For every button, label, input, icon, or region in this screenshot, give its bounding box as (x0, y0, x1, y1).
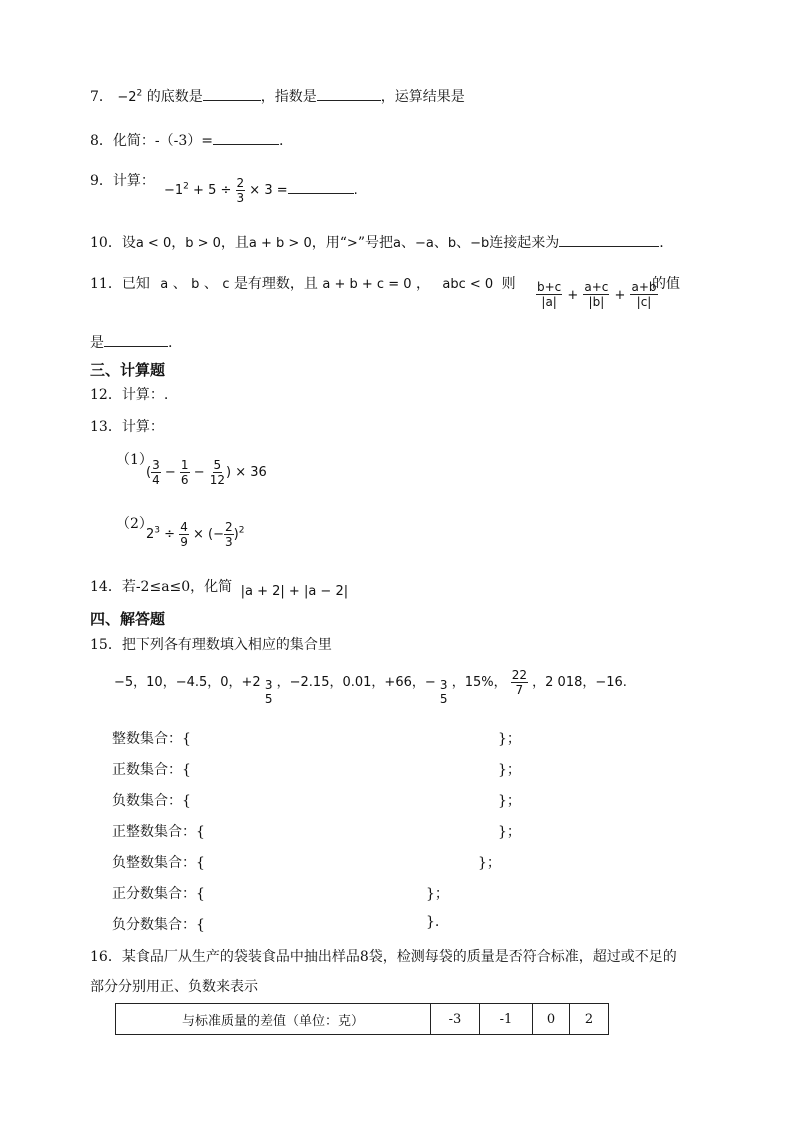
part-label: （1） (116, 452, 153, 468)
question-9: 9．计算： (90, 173, 155, 189)
question-8: 8．化简：-（-3）= . (90, 130, 283, 150)
answer-blank[interactable] (203, 86, 261, 101)
question-16: 16．某食品厂从生产的袋装食品中抽出样品8袋，检测每袋的质量是否符合标准，超过或不足的 (90, 949, 677, 965)
question-7: 7． $-2^2$ 的底数是 ，指数是 ，运算结果是 (90, 86, 465, 106)
number-list: −5，10，−4.5，0，+2 3 5 ，−2.15，0.01，+66，− 3 5 ，15%， $\frac{22}{7}$ ，2 018，−16. (114, 668, 627, 706)
section-title: 四、解答题 (90, 610, 166, 628)
set-positive-integer: 正整数集合：{ (112, 824, 205, 840)
set-negative: 负数集合：{ (112, 793, 191, 809)
answer-blank[interactable] (317, 86, 381, 101)
section-title: 三、计算题 (90, 361, 166, 379)
answer-blank[interactable] (559, 232, 659, 247)
table-cell: -1 (480, 1004, 533, 1035)
math-expr: $-1^2 + 5$ ÷ $\frac{2}{3}$ × 3 = . (164, 176, 358, 205)
table-cell: -3 (431, 1004, 480, 1035)
answer-blank[interactable] (288, 179, 354, 194)
set-negative-integer: 负整数集合：{ (112, 855, 205, 871)
question-number: 7． (90, 89, 113, 105)
question-11-continued: 是 . (90, 332, 172, 352)
table-cell: 0 (533, 1004, 570, 1035)
math-expr: $2^3$ ÷ $\frac{4}{9}$ × (− $\frac{2}{3}$ )$^2$ (146, 520, 245, 549)
table-header-cell: 与标准质量的差值（单位：克） (116, 1004, 431, 1035)
question-11: 11．已知 a 、 b 、 c 是有理数，且 a + b + c = 0 ， abc < 0 则 (90, 276, 516, 292)
table-row (116, 1004, 609, 1035)
math-expr: ( $\frac{3}{4}$ − $\frac{1}{6}$ − $\frac{5}{12}$ ) × 36 (146, 458, 267, 487)
question-13: 13．计算： (90, 419, 164, 435)
math-expr: $-2^2$ (117, 88, 143, 105)
answer-blank[interactable] (213, 130, 279, 145)
fraction-sum: $\frac{b+c}{|a|}$ + $\frac{a+c}{|b|}$ + $\frac{a+b}{|c|}$ (537, 280, 657, 309)
set-negative-fraction: 负分数集合：{ (112, 917, 205, 933)
answer-blank[interactable] (104, 332, 168, 347)
question-15: 15．把下列各有理数填入相应的集合里 (90, 637, 332, 653)
question-10: 10．设a < 0，b > 0，且a + b > 0，用“>”号把a、−a、b、−b连接起来为 . (90, 232, 664, 252)
set-integer: 整数集合：{ (112, 731, 191, 747)
part-label: （2） (116, 516, 153, 532)
question-16-line2: 部分分别用正、负数来表示 (90, 979, 258, 995)
question-14: 14．若-2≤a≤0，化简 |a + 2| + |a − 2| (90, 579, 349, 599)
question-12: 12．计算：. (90, 387, 169, 403)
table-cell: 2 (570, 1004, 609, 1035)
difference-table (115, 1003, 609, 1035)
set-positive: 正数集合：{ (112, 762, 191, 778)
set-positive-fraction: 正分数集合：{ (112, 886, 205, 902)
